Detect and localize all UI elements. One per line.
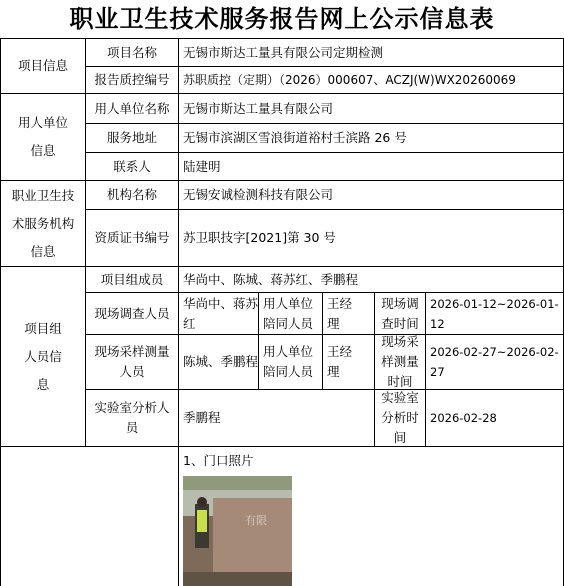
project-name-label: 项目名称	[106, 44, 157, 60]
survey-escort-value: 王经理	[327, 295, 353, 331]
contact-label: 联系人	[113, 158, 151, 174]
photo-sign-text: 有限	[245, 514, 267, 527]
survey-staff-value: 华尚中、蒋苏红	[183, 295, 259, 331]
section-project-info: 项目信息	[17, 58, 68, 73]
lab-staff-value: 季鹏程	[183, 410, 221, 425]
survey-staff-label: 现场调查人员	[94, 305, 170, 321]
entrance-photo	[183, 476, 292, 586]
cert-number-value: 苏卫职技字[2021]第 30 号	[183, 230, 336, 245]
report-code-label: 报告质控编号	[94, 72, 170, 87]
sampling-time-value: 2026-02-27~2026-02-27	[430, 345, 559, 379]
team-members-value: 华尚中、陈城、蒋苏红、季鹏程	[183, 271, 359, 287]
survey-escort-label: 用人单位陪同人员	[263, 295, 314, 331]
survey-time-label: 现场调查时间	[381, 295, 419, 331]
lab-time-label: 实验室分析时间	[381, 390, 419, 445]
report-code-value: 苏职质控（定期）（2026）000607、ACZJ(W)WX20260069	[183, 73, 516, 87]
cert-number-label: 资质证书编号	[94, 230, 170, 245]
sampling-staff-label: 现场采样测量人员	[94, 344, 170, 379]
team-members-label: 项目组成员	[100, 271, 164, 287]
section-personnel-info: 项目组人员信息	[24, 320, 62, 392]
agency-name-label: 机构名称	[106, 187, 157, 202]
project-name-value: 无锡市斯达工量具有限公司定期检测	[183, 44, 384, 60]
photo-caption: 1、门口照片	[183, 453, 254, 468]
lab-staff-label: 实验室分析人员	[94, 400, 170, 435]
section-agency-info: 职业卫生技术服务机构信息	[11, 187, 75, 259]
sampling-escort-value: 王经理	[327, 344, 353, 379]
contact-value: 陆建明	[183, 158, 221, 174]
service-address-label: 服务地址	[106, 130, 157, 145]
sampling-staff-value: 陈城、季鹏程	[183, 354, 259, 369]
service-address-value: 无锡市滨湖区雪浪街道裕村壬滨路 26 号	[183, 130, 407, 145]
survey-time-value: 2026-01-12~2026-01-12	[430, 296, 559, 331]
lab-time-value: 2026-02-28	[430, 411, 497, 425]
section-employer-info: 用人单位信息	[17, 115, 68, 158]
agency-name-value: 无锡安诚检测科技有限公司	[183, 187, 334, 202]
employer-name-value: 无锡市斯达工量具有限公司	[183, 100, 334, 116]
sampling-escort-label: 用人单位陪同人员	[263, 344, 314, 379]
employer-name-label: 用人单位名称	[94, 100, 170, 116]
sampling-time-label: 现场采样测量时间	[381, 334, 419, 389]
page-title: 职业卫生技术服务报告网上公示信息表	[69, 4, 495, 33]
